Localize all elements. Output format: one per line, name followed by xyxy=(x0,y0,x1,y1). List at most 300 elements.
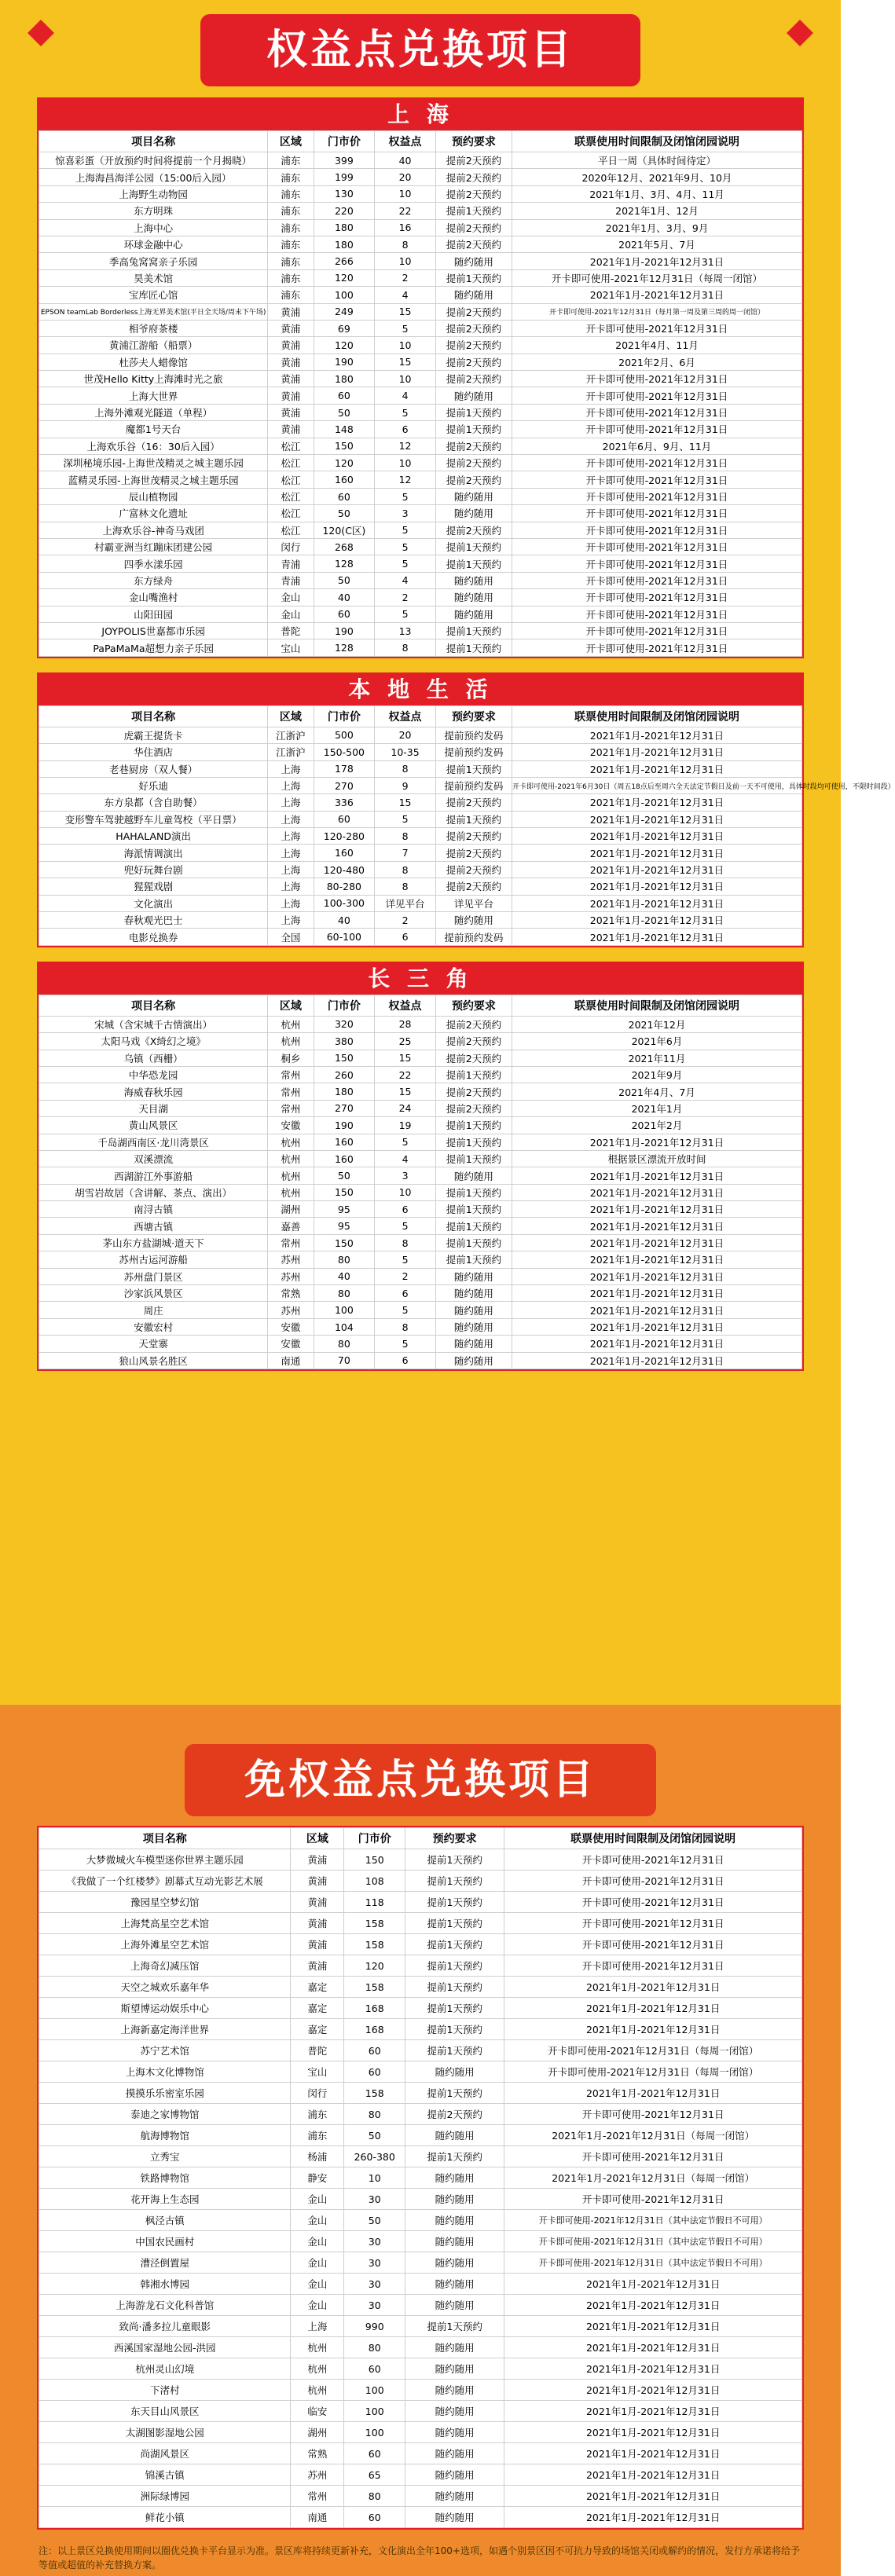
item-validity: 2021年1月-2021年12月31日 xyxy=(512,895,801,911)
table-row xyxy=(39,2189,802,2210)
item-booking: 提前2天预约 xyxy=(435,1100,512,1116)
item-price: 190 xyxy=(314,1117,375,1134)
item-name: 魔都1号天台 xyxy=(39,421,268,438)
item-booking: 提前2天预约 xyxy=(435,438,512,454)
item-price: 80 xyxy=(344,2486,405,2507)
item-price: 60-100 xyxy=(314,929,375,945)
item-validity: 2021年1月-2021年12月31日 xyxy=(504,2486,802,2507)
item-booking: 随约随用 xyxy=(435,1318,512,1335)
table-row xyxy=(39,1849,802,1871)
table-header xyxy=(39,131,802,152)
item-price: 260 xyxy=(314,1066,375,1083)
table-row xyxy=(39,2486,802,2507)
table-row xyxy=(39,1117,802,1134)
table-row xyxy=(39,555,802,572)
table-row xyxy=(39,2401,802,2422)
column-header: 预约要求 xyxy=(405,1828,504,1849)
item-price: 150 xyxy=(314,1050,375,1066)
item-validity: 2021年1月-2021年12月31日 xyxy=(504,2464,802,2486)
item-booking: 提前2天预约 xyxy=(435,471,512,488)
item-area: 金山 xyxy=(291,2231,344,2252)
item-area: 宝山 xyxy=(268,639,314,656)
item-name: 沙家浜风景区 xyxy=(39,1285,268,1302)
item-points: 22 xyxy=(375,203,436,219)
table-row xyxy=(39,287,802,303)
item-price: 180 xyxy=(314,1083,375,1100)
item-name: 变形警车驾驶越野车儿童驾校（平日票） xyxy=(39,811,268,827)
item-name: EPSON teamLab Borderless上海无界美术馆(平日全天场/周末下午场) xyxy=(39,303,268,320)
table-row xyxy=(39,1892,802,1913)
item-name: 花开海上生态园 xyxy=(39,2189,291,2210)
item-validity: 2021年1月-2021年12月31日 xyxy=(512,1285,801,1302)
table-row xyxy=(39,203,802,219)
item-area: 常州 xyxy=(268,1234,314,1251)
item-validity: 2021年4月、11月 xyxy=(512,337,801,354)
footer-note: 注：以上景区兑换使用期间以圈优兑换卡平台显示为准。景区库将持续更新补充，文化演出全年100+选项，如遇个别景区因不可抗力导致的场馆关闭或解约的情况，发行方承诺将给予等值或超值的补充替换方案。 xyxy=(39,2545,800,2571)
item-area: 青浦 xyxy=(268,572,314,588)
item-booking: 随约随用 xyxy=(405,2401,504,2422)
item-booking: 提前2天预约 xyxy=(405,2104,504,2125)
item-points: 5 xyxy=(375,488,436,504)
item-price: 100 xyxy=(344,2401,405,2422)
item-price: 150-500 xyxy=(314,744,375,760)
item-points: 8 xyxy=(375,828,436,845)
item-validity: 2021年1月-2021年12月31日 xyxy=(504,2274,802,2295)
item-booking: 提前2天预约 xyxy=(435,354,512,370)
table-row xyxy=(39,2019,802,2040)
item-validity: 开卡即可使用-2021年12月31日（每月第一周及第三周的周一闭馆） xyxy=(512,303,801,320)
item-name: 上海外滩星空艺术馆 xyxy=(39,1934,291,1955)
item-validity: 2021年1月-2021年12月31日 xyxy=(504,2443,802,2464)
item-points: 5 xyxy=(375,320,436,336)
decorative-diamond xyxy=(787,20,813,46)
table-row xyxy=(39,2380,802,2401)
item-validity: 2021年1月-2021年12月31日 xyxy=(512,1302,801,1318)
table-row xyxy=(39,421,802,438)
item-points: 4 xyxy=(375,287,436,303)
item-booking: 详见平台 xyxy=(435,895,512,911)
item-price: 30 xyxy=(344,2295,405,2316)
item-validity: 2021年1月-2021年12月31日 xyxy=(504,2295,802,2316)
item-name: 东天目山风景区 xyxy=(39,2401,291,2422)
item-validity: 2020年12月、2021年9月、10月 xyxy=(512,169,801,185)
item-name: 枫泾古镇 xyxy=(39,2210,291,2231)
item-area: 杭州 xyxy=(268,1033,314,1050)
table-row xyxy=(39,2210,802,2231)
item-validity: 开卡即可使用-2021年12月31日 xyxy=(504,2104,802,2125)
item-price: 120 xyxy=(314,337,375,354)
item-points: 6 xyxy=(375,421,436,438)
item-price: 150 xyxy=(314,1184,375,1200)
item-booking: 随约随用 xyxy=(405,2231,504,2252)
item-area: 安徽 xyxy=(268,1318,314,1335)
item-name: 泰迪之家博物馆 xyxy=(39,2104,291,2125)
item-name: 兜好玩舞台剧 xyxy=(39,861,268,878)
item-area: 杭州 xyxy=(268,1150,314,1167)
table-header xyxy=(39,995,802,1016)
item-price: 100 xyxy=(344,2422,405,2443)
table-row xyxy=(39,861,802,878)
item-points: 8 xyxy=(375,760,436,777)
item-price: 199 xyxy=(314,169,375,185)
item-booking: 随约随用 xyxy=(435,1336,512,1352)
table-row xyxy=(39,152,802,169)
item-name: 老巷厨房（双人餐） xyxy=(39,760,268,777)
table-row xyxy=(39,1268,802,1284)
item-booking: 提前1天预约 xyxy=(435,1117,512,1134)
item-booking: 提前1天预约 xyxy=(405,1871,504,1892)
item-points: 5 xyxy=(375,1336,436,1352)
table-row xyxy=(39,1066,802,1083)
item-booking: 随约随用 xyxy=(435,606,512,622)
item-validity: 2021年1月-2021年12月31日 xyxy=(512,794,801,811)
free-title-banner: 免权益点兑换项目 xyxy=(185,1744,656,1816)
item-validity: 2021年1月-2021年12月31日 xyxy=(512,861,801,878)
item-name: 铁路博物馆 xyxy=(39,2167,291,2189)
column-header: 门市价 xyxy=(314,995,375,1016)
item-points: 8 xyxy=(375,639,436,656)
item-points: 5 xyxy=(375,1251,436,1268)
item-points: 6 xyxy=(375,1201,436,1218)
item-name: 世茂Hello Kitty上海滩时光之旅 xyxy=(39,371,268,387)
column-header: 预约要求 xyxy=(435,705,512,727)
item-booking: 提前2天预约 xyxy=(435,303,512,320)
item-price: 180 xyxy=(314,236,375,252)
item-name: 西塘古镇 xyxy=(39,1218,268,1234)
item-validity: 开卡即可使用-2021年12月31日 xyxy=(512,471,801,488)
item-name: 安徽宏村 xyxy=(39,1318,268,1335)
item-booking: 随约随用 xyxy=(435,505,512,522)
item-validity: 开卡即可使用-2021年12月31日（每周一闭馆） xyxy=(504,2040,802,2061)
item-validity: 2021年1月-2021年12月31日 xyxy=(504,2083,802,2104)
item-booking: 提前预约发码 xyxy=(435,929,512,945)
table-row xyxy=(39,337,802,354)
item-name: 锦溪古镇 xyxy=(39,2464,291,2486)
item-booking: 提前2天预约 xyxy=(435,1050,512,1066)
item-name: 上海木文化博物馆 xyxy=(39,2061,291,2083)
table-row xyxy=(39,1134,802,1150)
item-area: 金山 xyxy=(291,2210,344,2231)
item-name: 上海海昌海洋公园（15:00后入园） xyxy=(39,169,268,185)
item-validity: 开卡即可使用-2021年12月31日（其中法定节假日不可用） xyxy=(504,2231,802,2252)
table-row xyxy=(39,794,802,811)
item-validity: 开卡即可使用-2021年12月31日 xyxy=(512,522,801,538)
item-price: 168 xyxy=(344,1998,405,2019)
table-row xyxy=(39,1955,802,1977)
table-row xyxy=(39,589,802,606)
item-name: 广富林文化遗址 xyxy=(39,505,268,522)
item-name: 茅山东方盐湖城·道天下 xyxy=(39,1234,268,1251)
item-validity: 2021年1月-2021年12月31日 xyxy=(512,929,801,945)
table-row xyxy=(39,606,802,622)
item-booking: 提前1天预约 xyxy=(435,811,512,827)
item-area: 浦东 xyxy=(291,2125,344,2146)
column-header: 门市价 xyxy=(314,131,375,152)
item-price: 270 xyxy=(314,1100,375,1116)
table-row xyxy=(39,828,802,845)
item-price: 990 xyxy=(344,2316,405,2337)
item-area: 上海 xyxy=(268,912,314,929)
item-booking: 随约随用 xyxy=(405,2358,504,2380)
item-name: 上海游龙石文化科普馆 xyxy=(39,2295,291,2316)
item-validity: 2021年9月 xyxy=(512,1066,801,1083)
table-row xyxy=(39,1234,802,1251)
item-area: 上海 xyxy=(268,845,314,861)
item-name: 上海欢乐谷-神奇马戏团 xyxy=(39,522,268,538)
item-validity: 2021年1月-2021年12月31日 xyxy=(512,727,801,743)
item-area: 宝山 xyxy=(291,2061,344,2083)
item-points: 15 xyxy=(375,794,436,811)
item-name: 文化演出 xyxy=(39,895,268,911)
item-validity: 开卡即可使用-2021年12月31日 xyxy=(504,2189,802,2210)
item-points: 6 xyxy=(375,929,436,945)
column-header: 联票使用时间限制及闭馆闭园说明 xyxy=(504,1828,802,1849)
item-booking: 随约随用 xyxy=(405,2189,504,2210)
item-name: 杭州灵山幻境 xyxy=(39,2358,291,2380)
item-validity: 开卡即可使用-2021年12月31日 xyxy=(512,555,801,572)
item-booking: 提前1天预约 xyxy=(435,1150,512,1167)
item-points: 16 xyxy=(375,219,436,236)
table-row xyxy=(39,1318,802,1335)
item-area: 常州 xyxy=(291,2486,344,2507)
item-validity: 开卡即可使用-2021年6月30日（周五18点后至周六全天法定节假日及前一天不可使用，具体时段均可使用，不限时间段） xyxy=(512,777,801,793)
item-points: 40 xyxy=(375,152,436,169)
table-row xyxy=(39,303,802,320)
item-name: 四季水漾乐园 xyxy=(39,555,268,572)
table-header xyxy=(39,705,802,727)
item-area: 杭州 xyxy=(268,1016,314,1032)
item-area: 金山 xyxy=(291,2189,344,2210)
item-price: 70 xyxy=(314,1352,375,1369)
table-row xyxy=(39,2274,802,2295)
item-booking: 提前1天预约 xyxy=(435,1184,512,1200)
item-area: 上海 xyxy=(268,811,314,827)
item-validity: 开卡即可使用-2021年12月31日 xyxy=(512,404,801,420)
item-validity: 2021年1月-2021年12月31日（每周一闭馆） xyxy=(504,2167,802,2189)
table-row xyxy=(39,2252,802,2274)
column-header: 权益点 xyxy=(375,995,436,1016)
item-price: 60 xyxy=(314,387,375,404)
column-header: 联票使用时间限制及闭馆闭园说明 xyxy=(512,705,801,727)
item-area: 普陀 xyxy=(268,622,314,639)
item-name: 南浔古镇 xyxy=(39,1201,268,1218)
item-name: 春秋观光巴士 xyxy=(39,912,268,929)
item-validity: 2021年5月、7月 xyxy=(512,236,801,252)
table-row xyxy=(39,2167,802,2189)
item-name: 华住酒店 xyxy=(39,744,268,760)
item-price: 120 xyxy=(344,1955,405,1977)
item-booking: 提前1天预约 xyxy=(435,1234,512,1251)
table-row xyxy=(39,744,802,760)
table-row xyxy=(39,2040,802,2061)
item-validity: 开卡即可使用-2021年12月31日 xyxy=(512,639,801,656)
item-booking: 提前预约发码 xyxy=(435,727,512,743)
item-booking: 提前1天预约 xyxy=(435,1134,512,1150)
item-points: 12 xyxy=(375,438,436,454)
item-validity: 2021年1月-2021年12月31日 xyxy=(504,1998,802,2019)
item-points: 3 xyxy=(375,1167,436,1184)
table-row xyxy=(39,1913,802,1934)
table-row xyxy=(39,777,802,793)
item-name: 苏州古运河游船 xyxy=(39,1251,268,1268)
column-header: 联票使用时间限制及闭馆闭园说明 xyxy=(512,131,801,152)
item-area: 松江 xyxy=(268,488,314,504)
item-booking: 提前1天预约 xyxy=(435,421,512,438)
item-area: 黄浦 xyxy=(268,354,314,370)
item-points: 22 xyxy=(375,1066,436,1083)
item-price: 380 xyxy=(314,1033,375,1050)
item-area: 浦东 xyxy=(268,253,314,269)
table-row xyxy=(39,2104,802,2125)
item-points: 15 xyxy=(375,1083,436,1100)
item-price: 50 xyxy=(314,572,375,588)
item-booking: 提前2天预约 xyxy=(435,152,512,169)
table-row xyxy=(39,1352,802,1369)
table-row xyxy=(39,639,802,656)
item-validity: 2021年1月-2021年12月31日 xyxy=(512,1234,801,1251)
table-row xyxy=(39,1150,802,1167)
item-area: 浦东 xyxy=(268,219,314,236)
item-validity: 2021年1月-2021年12月31日 xyxy=(512,878,801,895)
item-validity: 2021年1月-2021年12月31日 xyxy=(512,744,801,760)
item-validity: 2021年1月-2021年12月31日 xyxy=(504,2380,802,2401)
item-area: 湖州 xyxy=(291,2422,344,2443)
item-name: 好乐迪 xyxy=(39,777,268,793)
item-price: 270 xyxy=(314,777,375,793)
item-price: 60 xyxy=(314,488,375,504)
column-header: 项目名称 xyxy=(39,705,268,727)
item-area: 金山 xyxy=(291,2295,344,2316)
item-price: 40 xyxy=(314,589,375,606)
item-area: 上海 xyxy=(268,828,314,845)
item-name: HAHALAND演出 xyxy=(39,828,268,845)
item-validity: 2021年1月-2021年12月31日 xyxy=(512,1201,801,1218)
item-booking: 随约随用 xyxy=(405,2422,504,2443)
item-name: 尚湖风景区 xyxy=(39,2443,291,2464)
item-booking: 随约随用 xyxy=(405,2380,504,2401)
item-price: 266 xyxy=(314,253,375,269)
item-booking: 提前2天预约 xyxy=(435,845,512,861)
item-area: 常州 xyxy=(268,1083,314,1100)
item-price: 128 xyxy=(314,555,375,572)
item-booking: 随约随用 xyxy=(405,2252,504,2274)
item-points: 8 xyxy=(375,861,436,878)
item-name: 上海梵高星空艺术馆 xyxy=(39,1913,291,1934)
item-booking: 提前2天预约 xyxy=(435,794,512,811)
item-price: 60 xyxy=(344,2358,405,2380)
item-name: 黄浦江游船（船票） xyxy=(39,337,268,354)
table-row xyxy=(39,2061,802,2083)
item-points: 24 xyxy=(375,1100,436,1116)
item-points: 10 xyxy=(375,337,436,354)
item-area: 临安 xyxy=(291,2401,344,2422)
item-validity: 2021年1月-2021年12月31日 xyxy=(504,2507,802,2528)
item-booking: 提前预约发码 xyxy=(435,744,512,760)
item-points: 8 xyxy=(375,1234,436,1251)
item-area: 黄浦 xyxy=(268,387,314,404)
free-table-panel xyxy=(37,1826,804,2530)
item-validity: 2021年1月-2021年12月31日 xyxy=(512,912,801,929)
item-price: 95 xyxy=(314,1218,375,1234)
item-area: 黄浦 xyxy=(291,1955,344,1977)
item-validity: 2021年1月-2021年12月31日 xyxy=(512,1251,801,1268)
item-points: 10 xyxy=(375,1184,436,1200)
item-name: 狼山风景名胜区 xyxy=(39,1352,268,1369)
item-area: 浦东 xyxy=(268,236,314,252)
table-row xyxy=(39,169,802,185)
item-booking: 提前1天预约 xyxy=(435,1251,512,1268)
item-name: 昊美术馆 xyxy=(39,269,268,286)
table-row xyxy=(39,811,802,827)
item-area: 浦东 xyxy=(268,185,314,202)
item-points: 2 xyxy=(375,1268,436,1284)
table-row xyxy=(39,622,802,639)
item-booking: 随约随用 xyxy=(435,1352,512,1369)
item-price: 80 xyxy=(314,1285,375,1302)
item-area: 青浦 xyxy=(268,555,314,572)
free-section-background xyxy=(0,1705,841,2576)
item-price: 120(C区) xyxy=(314,522,375,538)
item-price: 50 xyxy=(344,2125,405,2146)
item-price: 120 xyxy=(314,269,375,286)
table-row xyxy=(39,895,802,911)
item-name: 天堂寨 xyxy=(39,1336,268,1352)
item-area: 松江 xyxy=(268,438,314,454)
item-validity: 2021年1月-2021年12月31日 xyxy=(512,253,801,269)
item-points: 2 xyxy=(375,912,436,929)
item-validity: 2021年1月-2021年12月31日 xyxy=(504,2422,802,2443)
item-area: 安徽 xyxy=(268,1117,314,1134)
item-name: 上海外滩观光隧道（单程） xyxy=(39,404,268,420)
column-header: 区域 xyxy=(268,705,314,727)
item-booking: 提前1天预约 xyxy=(405,1849,504,1871)
item-price: 30 xyxy=(344,2274,405,2295)
table-row xyxy=(39,1998,802,2019)
item-price: 50 xyxy=(344,2210,405,2231)
item-booking: 提前1天预约 xyxy=(405,2316,504,2337)
item-area: 浦东 xyxy=(268,203,314,219)
item-area: 黄浦 xyxy=(291,1871,344,1892)
item-area: 上海 xyxy=(268,760,314,777)
table-row xyxy=(39,471,802,488)
item-price: 150 xyxy=(314,1234,375,1251)
item-validity: 开卡即可使用-2021年12月31日 xyxy=(512,622,801,639)
item-booking: 提前2天预约 xyxy=(435,185,512,202)
item-name: 山阳田园 xyxy=(39,606,268,622)
item-price: 260-380 xyxy=(344,2146,405,2167)
table-row xyxy=(39,1871,802,1892)
item-validity: 2021年6月 xyxy=(512,1033,801,1050)
item-name: 苏宁艺术馆 xyxy=(39,2040,291,2061)
item-points: 5 xyxy=(375,606,436,622)
item-name: 上海奇幻减压馆 xyxy=(39,1955,291,1977)
item-area: 上海 xyxy=(268,895,314,911)
item-price: 190 xyxy=(314,354,375,370)
item-validity: 2021年1月-2021年12月31日 xyxy=(512,1336,801,1352)
item-validity: 开卡即可使用-2021年12月31日 xyxy=(512,606,801,622)
free-table xyxy=(39,1827,802,2528)
item-name: 东方绿舟 xyxy=(39,572,268,588)
item-name: 环球金融中心 xyxy=(39,236,268,252)
item-points: 8 xyxy=(375,236,436,252)
table-row xyxy=(39,1934,802,1955)
item-name: 东方泉都（含自助餐） xyxy=(39,794,268,811)
table-row xyxy=(39,2316,802,2337)
item-price: 60 xyxy=(344,2507,405,2528)
table-row xyxy=(39,236,802,252)
item-name: 西溪国家湿地公园-洪园 xyxy=(39,2337,291,2358)
item-price: 158 xyxy=(344,1977,405,1998)
